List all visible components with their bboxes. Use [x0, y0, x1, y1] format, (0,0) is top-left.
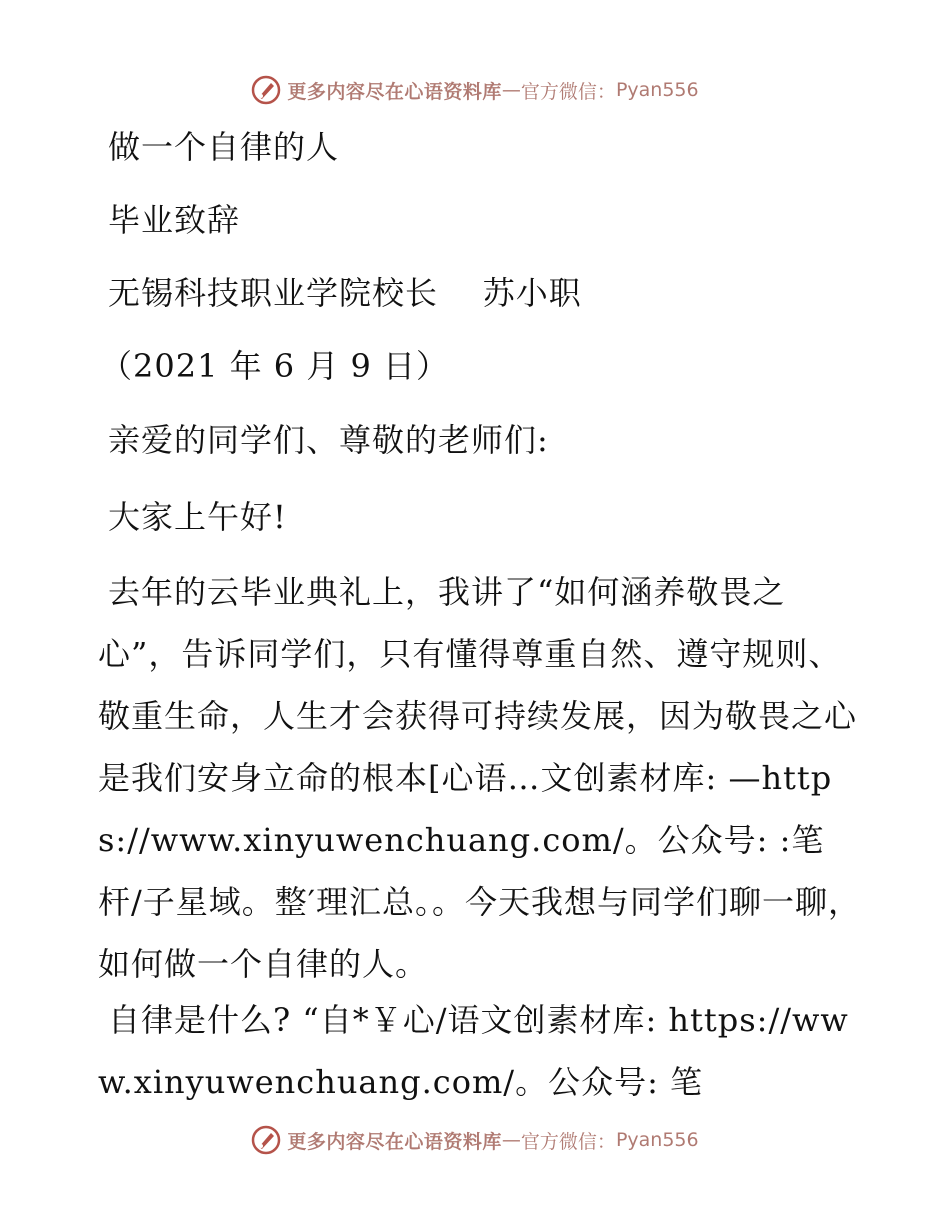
- banner-brand-text: 更多内容尽在心语资料库: [287, 80, 502, 103]
- banner-separator: —: [501, 79, 521, 101]
- banner-wechat-id: Pyan556: [615, 79, 699, 101]
- pen-logo-icon: [251, 1125, 281, 1155]
- banner-wechat-label: 官方微信：: [520, 1130, 616, 1153]
- banner-brand-text: 更多内容尽在心语资料库: [287, 1130, 502, 1153]
- paragraph-1: 去年的云毕业典礼上，我讲了“如何涵养敬畏之心”，告诉同学们，只有懂得尊重自然、遵守规则、敬重生命，人生才会获得可持续发展，因为敬畏之心是我们安身立命的根本[心语…文创素材库: —https://www.xinyuwenchuang.com/。公众号: :笔杆/子星域。整′理汇总。。今天我想与同学们聊一聊，如何做一个自律的人。: [98, 573, 862, 983]
- date-line: （2021 年 6 月 9 日）: [100, 347, 450, 385]
- author-line: 无锡科技职业学院校长 苏小职: [108, 274, 582, 312]
- header-watermark-banner: [0, 70, 950, 110]
- banner-separator: —: [501, 1129, 521, 1151]
- footer-watermark-banner: [0, 1120, 950, 1160]
- salutation: 亲爱的同学们、尊敬的老师们:: [108, 421, 549, 459]
- greeting: 大家上午好!: [108, 498, 287, 536]
- paragraph-2: 自律是什么? “自*￥心/语文创素材库: https://www.xinyuwenchuang.com/。公众号: 笔: [98, 1001, 849, 1101]
- banner-wechat-label: 官方微信：: [520, 80, 616, 103]
- document-title: 做一个自律的人: [108, 128, 340, 166]
- pen-logo-icon: [251, 75, 281, 105]
- document-subtitle: 毕业致辞: [108, 201, 241, 239]
- banner-wechat-id: Pyan556: [615, 1129, 699, 1151]
